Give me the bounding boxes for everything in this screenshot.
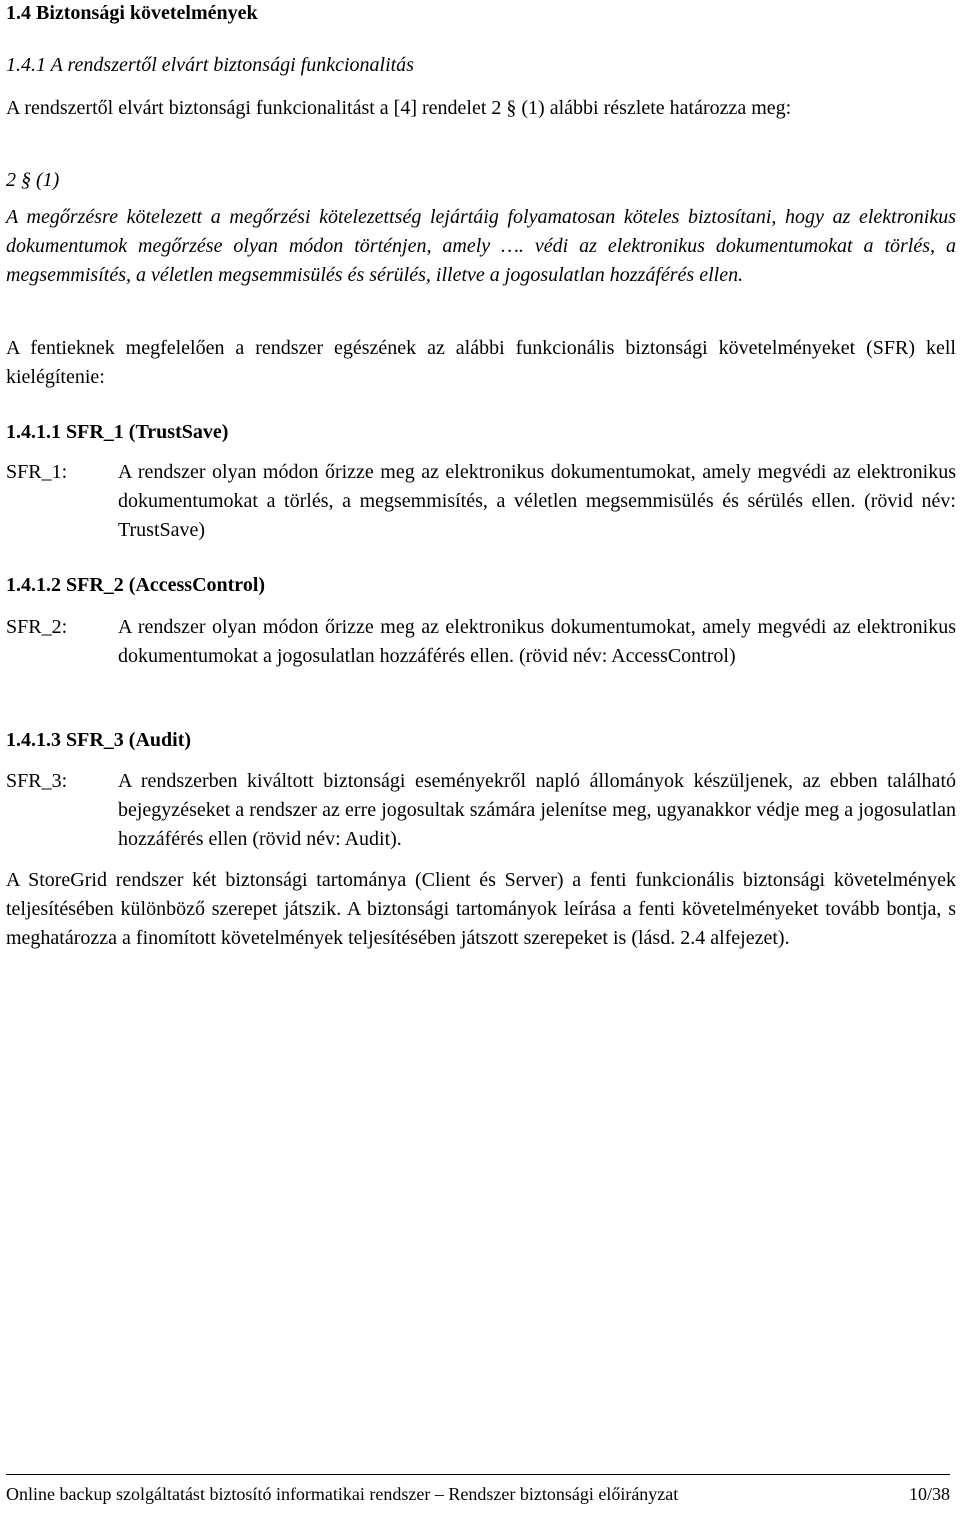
requirement-text: A rendszer olyan módon őrizze meg az elektronikus dokumentumokat, amely megvédi az elektronikus dokumentumokat a törlés, a megsemmisítés, a véletlen megsemmisülés és sérülés ellen. (rövid név: TrustSave) (118, 461, 956, 541)
footer-divider (6, 1474, 950, 1475)
quote-reference: 2 § (1) (6, 169, 60, 191)
subsection-heading: 1.4.1 A rendszertől elvárt biztonsági funkcionalitás (6, 54, 414, 76)
footer-title: Online backup szolgáltatást biztosító informatikai rendszer – Rendszer biztonsági előirányzat (6, 1484, 679, 1504)
sfr-intro-paragraph: A fentieknek megfelelően a rendszer egészének az alábbi funkcionális biztonsági követelményeket (SFR) kell kielégítenie: (6, 337, 956, 388)
closing-paragraph: A StoreGrid rendszer két biztonsági tartománya (Client és Server) a fenti funkcionális biztonsági követelmények teljesítésében különböző szerepet játszik. A biztonsági tartományok leírása a fenti követelményeket tovább bontja, s meghatározza a finomított követelmények teljesítésében játszott szerepeket is (lásd. 2.4 alfejezet). (6, 869, 956, 949)
section-heading: 1.4 Biztonsági követelmények (6, 2, 258, 24)
intro-paragraph: A rendszertől elvárt biztonsági funkcionalitást a [4] rendelet 2 § (1) alábbi részlete határozza meg: (6, 97, 792, 119)
requirement-label: SFR_3: (6, 770, 68, 792)
requirement-heading: 1.4.1.2 SFR_2 (AccessControl) (6, 574, 266, 596)
requirement-text: A rendszerben kiváltott biztonsági eseményekről napló állományok készüljenek, az ebben található bejegyzéseket a rendszer az erre jogosultak számára jelenítse meg, ugyanakkor védje meg a jogosulatlan hozzáférés ellen (rövid név: Audit). (118, 770, 956, 850)
requirement-heading: 1.4.1.3 SFR_3 (Audit) (6, 729, 192, 751)
page-number: 10/38 (908, 1484, 950, 1504)
requirement-heading: 1.4.1.1 SFR_1 (TrustSave) (6, 421, 229, 443)
page-footer (6, 1484, 950, 1505)
requirement-label: SFR_2: (6, 616, 68, 638)
requirement-label: SFR_1: (6, 461, 68, 483)
requirement-text: A rendszer olyan módon őrizze meg az elektronikus dokumentumokat, amely megvédi az elektronikus dokumentumokat a jogosulatlan hozzáférés ellen. (rövid név: AccessControl) (118, 616, 956, 667)
quote-paragraph: A megőrzésre kötelezett a megőrzési kötelezettség lejártáig folyamatosan köteles biztosítani, hogy az elektronikus dokumentumok megőrzése olyan módon történjen, amely …. védi az elektronikus dokumentumokat a törlés, a megsemmisítés, a véletlen megsemmisülés és sérülés, illetve a jogosulatlan hozzáférés ellen. (6, 206, 956, 286)
